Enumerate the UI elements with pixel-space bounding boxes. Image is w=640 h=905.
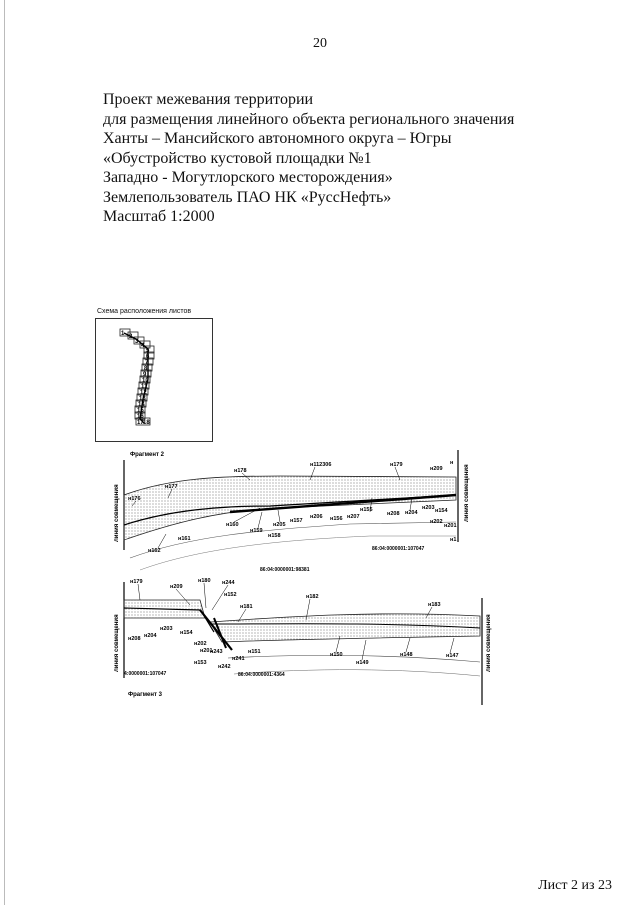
fragment2-caption: Фрагмент 2 <box>130 452 164 458</box>
title-line: «Обустройство кустовой площадки №1 <box>103 149 372 167</box>
fragments-drawing <box>110 440 495 715</box>
point-label: н202 <box>194 641 207 647</box>
point-label: н181 <box>240 604 253 610</box>
scheme-label: 15 <box>137 408 144 414</box>
point-label: н179 <box>130 579 143 585</box>
point-label: н206 <box>310 514 323 520</box>
scan-edge <box>4 0 5 905</box>
point-label: н179 <box>390 462 403 468</box>
scheme-label: 8 <box>144 366 148 372</box>
fragment3-match-line-right: линия совмещения <box>486 614 492 672</box>
point-label: н154 <box>435 508 448 514</box>
point-label: н150 <box>330 652 343 658</box>
point-label: н152 <box>224 592 237 598</box>
title-line: для размещения линейного объекта регионального значения <box>103 110 515 128</box>
scheme-label: 4 <box>141 343 145 349</box>
scheme-label: 17 <box>137 420 144 426</box>
point-label: н147 <box>446 653 459 659</box>
point-label: н183 <box>428 602 441 608</box>
title-line: Ханты – Мансийского автономного округа – Югры <box>103 130 452 147</box>
point-label: н153 <box>194 660 207 666</box>
point-label: н148 <box>400 652 413 658</box>
title-line: Проект межевания территории <box>103 91 314 108</box>
scheme-title: Схема расположения листов <box>97 308 192 315</box>
point-label: н205 <box>273 522 286 528</box>
point-label: н204 <box>405 510 418 516</box>
scheme-label: 14 <box>138 402 145 408</box>
point-label: н208 <box>387 511 400 517</box>
point-label: н176 <box>128 496 141 502</box>
scheme-label: 16 <box>137 414 144 420</box>
point-label: н178 <box>234 468 247 474</box>
scheme-label: 9 <box>143 372 147 378</box>
point-label: н209 <box>170 584 183 590</box>
cadastral-number: 4:0000001:107047 <box>124 671 167 677</box>
point-label: н203 <box>422 505 435 511</box>
scheme-label: 13 <box>139 396 146 402</box>
point-label: н208 <box>128 636 141 642</box>
point-label: н158 <box>268 533 281 539</box>
point-label: н204 <box>144 633 157 639</box>
scale-line: Масштаб 1:2000 <box>103 208 215 225</box>
point-label: н244 <box>222 580 235 586</box>
title-line: Западно - Могутлорского месторождения» <box>103 169 393 186</box>
point-label: н162 <box>148 548 161 554</box>
sheet-number: Лист 2 из 23 <box>538 878 612 893</box>
scheme-figure <box>96 319 212 441</box>
point-label: н149 <box>356 660 369 666</box>
fragment3-caption: Фрагмент 3 <box>128 692 162 698</box>
point-label: н177 <box>165 484 178 490</box>
scheme-label: 2 <box>129 334 133 340</box>
point-label: н201 <box>444 523 457 529</box>
point-label: н201 <box>200 648 213 654</box>
point-label: н154 <box>180 630 193 636</box>
scheme-label: 3 <box>135 339 139 345</box>
point-label: н156 <box>330 516 343 522</box>
drawing-area <box>110 440 495 720</box>
fragment2-match-line-left: линия совмещения <box>114 484 120 542</box>
cadastral-number: 86:04:0000001:107047 <box>372 546 425 552</box>
point-label: н160 <box>226 522 239 528</box>
point-label: н241 <box>232 656 245 662</box>
scheme-label: 5 <box>146 348 150 354</box>
scheme-label: 6 <box>146 354 150 360</box>
page-number: 20 <box>313 36 327 51</box>
point-label: н157 <box>290 518 303 524</box>
point-label: н207 <box>347 514 360 520</box>
point-label: н112306 <box>310 462 332 468</box>
sheet-layout-scheme <box>95 318 213 442</box>
point-label: н159 <box>250 528 263 534</box>
point-label: н202 <box>430 519 443 525</box>
point-label: н203 <box>160 626 173 632</box>
point-label: н180 <box>198 578 211 584</box>
point-label: н151 <box>248 649 261 655</box>
title-block <box>103 90 514 227</box>
point-label: н1 <box>450 537 457 543</box>
scheme-label: 7 <box>145 360 149 366</box>
point-label: н243 <box>210 649 223 655</box>
point-label: н161 <box>178 536 191 542</box>
point-label: н <box>450 460 454 466</box>
cadastral-number: 86:04:0000001:98381 <box>260 567 310 573</box>
point-label: н155 <box>360 507 373 513</box>
point-label: н209 <box>430 466 443 472</box>
scheme-label: 18 <box>143 420 150 426</box>
scheme-label: 12 <box>140 390 147 396</box>
fragment2-match-line-right: линия совмещения <box>464 464 470 522</box>
title-line: Землепользователь ПАО НК «РуссНефть» <box>103 188 392 206</box>
cadastral-number: 86:04:0000001:4364 <box>238 672 285 678</box>
point-label: н242 <box>218 664 231 670</box>
fragment3-match-line-left: линия совмещения <box>114 614 120 672</box>
point-label: н182 <box>306 594 319 600</box>
scheme-label: 1 <box>121 331 125 337</box>
scheme-label: 10 <box>142 378 149 384</box>
scheme-label: 11 <box>141 384 148 390</box>
